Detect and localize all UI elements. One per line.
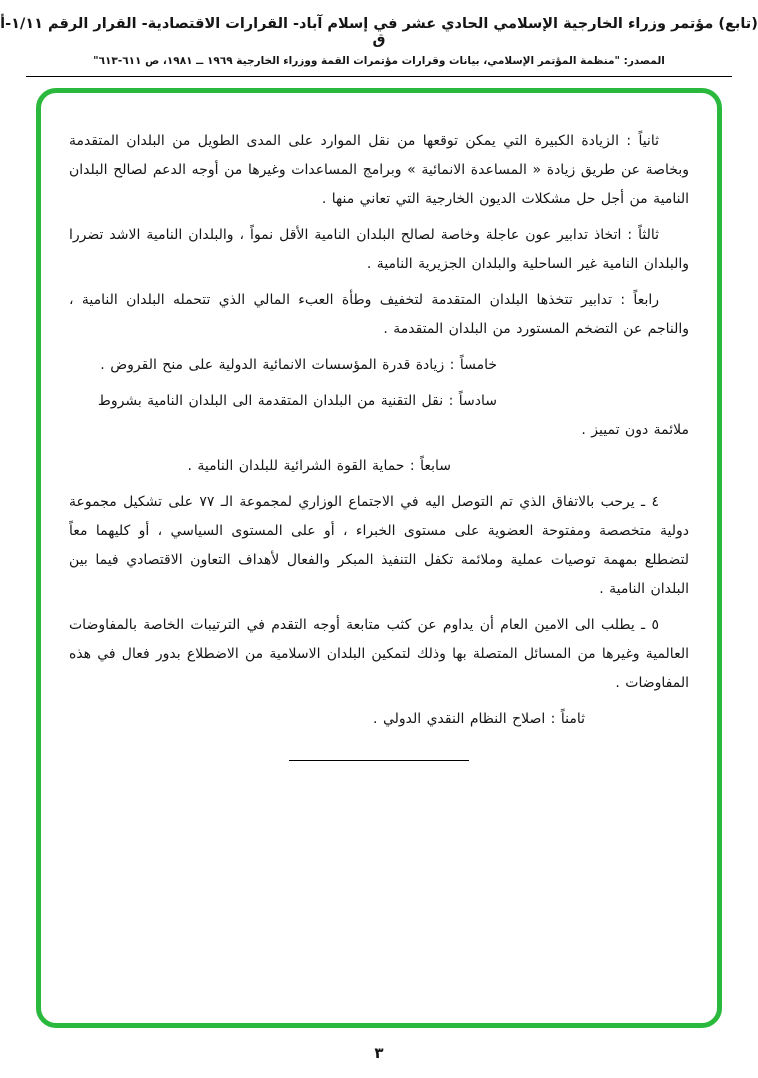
paragraph-fourth: رابعاً : تدابير تتخذها البلدان المتقدمة لتخفيف وطأة العبء المالي الذي تتحمله البلدان النامية ، والناجم عن التضخم المستورد من البلدان المتقدمة . <box>69 292 689 337</box>
paragraph-third: ثالثاً : اتخاذ تدابير عون عاجلة وخاصة لصالح البلدان النامية الأقل نمواً ، والبلدان النامية الاشد تضررا والبلدان النامية غير الساحلية والبلدان الجزيرية النامية . <box>69 227 689 272</box>
paragraph-item-4: ٤ ـ يرحب بالاتفاق الذي تم التوصل اليه في الاجتماع الوزاري لمجموعة الـ ٧٧ على تشكيل مجموعة دولية متخصصة ومفتوحة العضوية على مستوى الخبراء ، أو على المستوى السياسي ، أو كليهما معاً لتضطلع بمهمة توصيات عملية وملائمة تكفل التنفيذ المبكر والفعال لأهداف التعاون الاقتصادي فيما بين البلدان النامية . <box>69 494 689 597</box>
paragraph-second: ثانياً : الزيادة الكبيرة التي يمكن توقعها من نقل الموارد على المدى الطويل من البلدان المتقدمة وبخاصة عن طريق زيادة « المساعدة الانمائية » وبرامج المساعدات وغيرها من أوجه الدعم لصالح البلدان النامية من أجل حل مشكلات الديون الخارجية التي تعاني منها . <box>69 133 689 207</box>
paragraph-eighth: ثامناً : اصلاح النظام النقدي الدولي . <box>373 711 585 727</box>
paragraph-sixth: سادساً : نقل التقنية من البلدان المتقدمة الى البلدان النامية بشروط ملائمة دون تمييز . <box>97 393 689 438</box>
page-number: ٣ <box>374 1044 384 1062</box>
document-header <box>0 0 758 67</box>
paragraph-seventh: سابعاً : حماية القوة الشرائية للبلدان النامية . <box>187 458 451 474</box>
page-title: (تابع) مؤتمر وزراء الخارجية الإسلامي الحادي عشر في إسلام آباد- القرارات الاقتصادية- القرار الرقم ١/١١-أ ق <box>0 16 758 48</box>
paragraph-fifth: خامساً : زيادة قدرة المؤسسات الانمائية الدولية على منح القروض . <box>100 357 497 373</box>
paragraph-item-5: ٥ ـ يطلب الى الامين العام أن يداوم عن كثب متابعة أوجه التقدم في الترتيبات الخاصة بالمفاوضات العالمية وغيرها من المسائل المتصلة بها وذلك لتمكين البلدان الاسلامية من الاضطلاع بدور فعال في هذه المفاوضات . <box>69 617 689 691</box>
section-divider <box>289 760 469 761</box>
header-divider <box>26 76 732 77</box>
source-line: المصدر: "منظمة المؤتمر الإسلامي، بيانات وقرارات مؤتمرات القمة ووزراء الخارجية ١٩٦٩ ــ ١٩٨١، ص ٦١١-٦١٣" <box>93 55 665 67</box>
green-highlight-frame <box>36 88 722 1028</box>
